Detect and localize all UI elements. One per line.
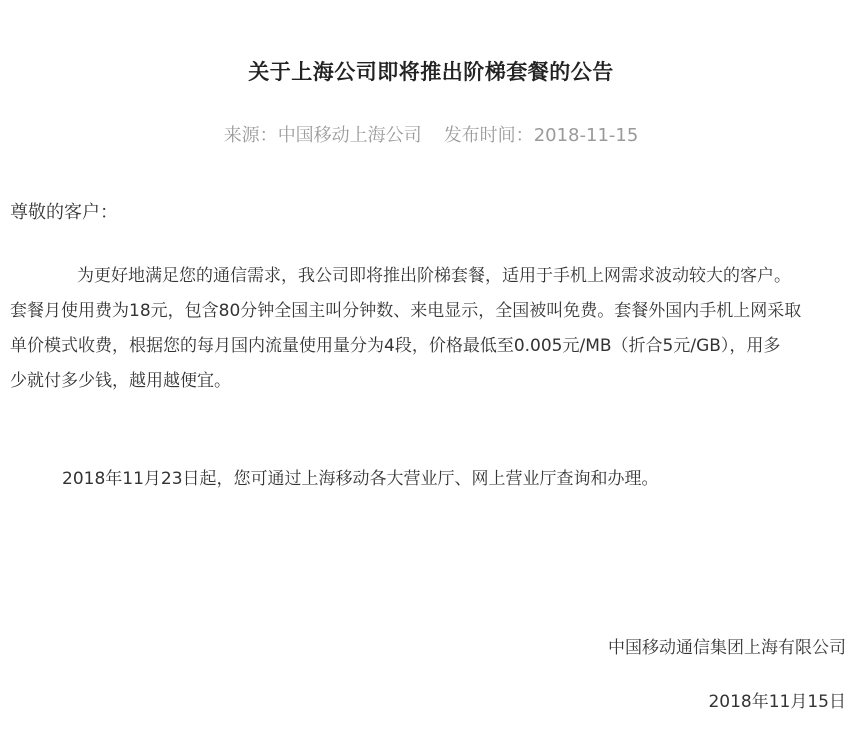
publish-value: 2018-11-15 [533, 125, 639, 146]
paragraph-line: 单价模式收费，根据您的每月国内流量使用量分为4段，价格最低至0.005元/MB（折合5元/GB），用多 [10, 336, 781, 356]
source-value: 中国移动上海公司 [277, 125, 422, 146]
signature: 中国移动通信集团上海有限公司 [608, 638, 846, 658]
body-paragraph-1 [10, 259, 840, 399]
notice-title: 关于上海公司即将推出阶梯套餐的公告 [248, 60, 614, 84]
source-label: 来源： [223, 125, 278, 146]
publish-label: 发布时间： [443, 125, 534, 146]
body-paragraph-2: 2018年11月23日起，您可通过上海移动各大营业厅、网上营业厅查询和办理。 [62, 469, 659, 489]
paragraph-line: 少就付多少钱，越用越便宜。 [10, 371, 231, 391]
notice-meta [0, 122, 862, 150]
paragraph-line: 套餐月使用费为18元，包含80分钟全国主叫分钟数、来电显示，全国被叫免费。套餐外国内手机上网采取 [10, 301, 802, 321]
salutation: 尊敬的客户： [10, 202, 118, 223]
signature-date: 2018年11月15日 [708, 692, 846, 712]
paragraph-line: 为更好地满足您的通信需求，我公司即将推出阶梯套餐，适用于手机上网需求波动较大的客户。 [77, 266, 791, 286]
